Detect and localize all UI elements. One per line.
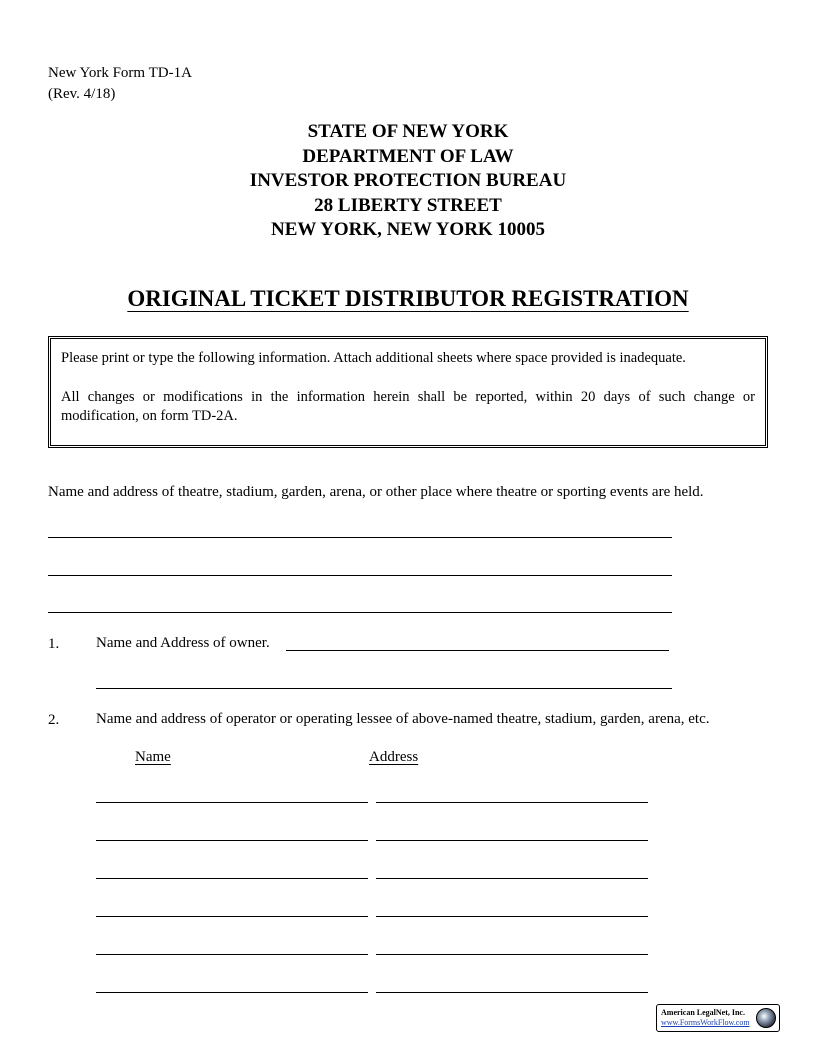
- venue-prompt: Name and address of theatre, stadium, garden, arena, or other place where theatre or sporting events are held.: [48, 484, 704, 500]
- operator-address-line[interactable]: [376, 992, 648, 993]
- agency-line: 28 LIBERTY STREET: [314, 194, 502, 216]
- form-id: New York Form TD-1A: [48, 65, 192, 81]
- item-1-label: Name and Address of owner.: [96, 635, 270, 651]
- operator-address-line[interactable]: [376, 916, 648, 917]
- operator-address-line[interactable]: [376, 954, 648, 955]
- operator-name-line[interactable]: [96, 954, 368, 955]
- operator-address-line[interactable]: [376, 878, 648, 879]
- instruction-text: Please print or type the following information. Attach additional sheets where space provided is inadequate.: [61, 350, 686, 366]
- form-title-text: ORIGINAL TICKET DISTRIBUTOR REGISTRATION: [127, 286, 689, 311]
- agency-line: DEPARTMENT OF LAW: [302, 145, 514, 167]
- agency-line: NEW YORK, NEW YORK 10005: [271, 219, 545, 240]
- item-1-number: 1.: [48, 636, 60, 652]
- operator-name-line[interactable]: [96, 916, 368, 917]
- operator-name-line[interactable]: [96, 840, 368, 841]
- footer-logo[interactable]: [656, 1004, 780, 1032]
- logo-brand: American LegalNet, Inc.: [661, 1008, 745, 1017]
- venue-line-2[interactable]: [48, 575, 672, 576]
- agency-line: STATE OF NEW YORK: [307, 121, 509, 142]
- operator-name-line[interactable]: [96, 802, 368, 803]
- logo-url[interactable]: www.FormsWorkFlow.com: [661, 1018, 750, 1027]
- form-title: [0, 286, 816, 312]
- item-2-label: Name and address of operator or operating lessee of above-named theatre, stadium, garden, arena, etc.: [96, 711, 710, 727]
- item-2-number: 2.: [48, 712, 60, 728]
- agency-line: INVESTOR PROTECTION BUREAU: [249, 170, 567, 191]
- operator-address-line[interactable]: [376, 802, 648, 803]
- venue-line-3[interactable]: [48, 612, 672, 613]
- form-header: [48, 63, 192, 105]
- agency-block: [0, 120, 816, 243]
- address-column-header: Address: [369, 749, 419, 765]
- globe-icon: [756, 1008, 776, 1028]
- owner-line-2[interactable]: [96, 688, 672, 689]
- operator-name-line[interactable]: [96, 878, 368, 879]
- instruction-text: All changes or modifications in the information herein shall be reported, within 20 days of such change or modification, on form TD-2A.: [61, 388, 755, 424]
- instructions-box: [48, 336, 768, 448]
- name-column-header: Name: [135, 749, 171, 765]
- venue-line-1[interactable]: [48, 537, 672, 538]
- form-revision: (Rev. 4/18): [48, 86, 116, 102]
- operator-address-line[interactable]: [376, 840, 648, 841]
- operator-name-line[interactable]: [96, 992, 368, 993]
- owner-line-1[interactable]: [286, 650, 669, 651]
